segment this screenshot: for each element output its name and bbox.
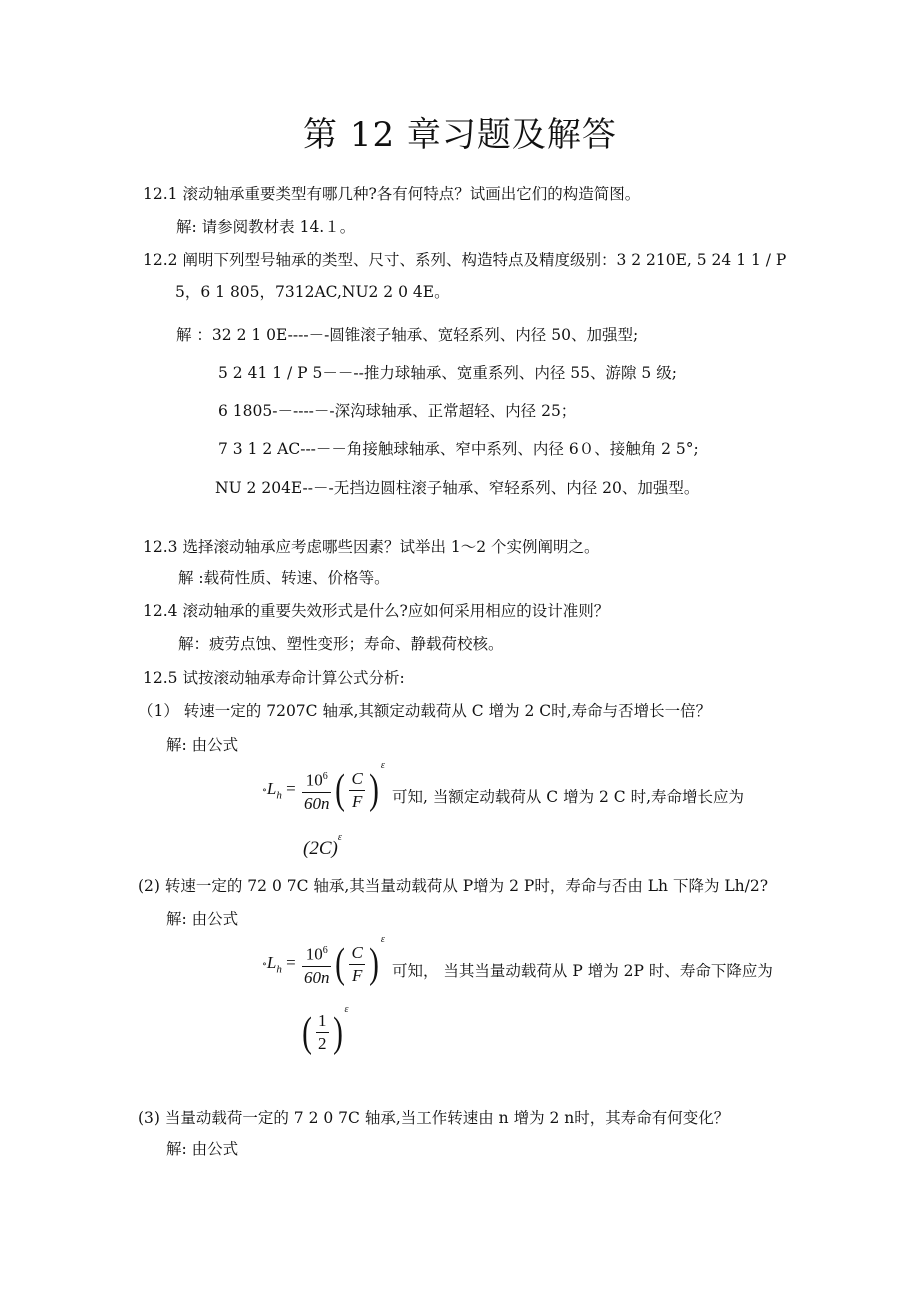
answer-12-2-line3: 6 1805-－----－-深沟球轴承、正常超轻、内径 25；: [218, 402, 577, 420]
answer-12-5-3: 解: 由公式: [166, 1140, 239, 1158]
bullet-dot: ∘: [262, 958, 267, 970]
question-12-3: 12.3 选择滚动轴承应考虑哪些因素？试举出 1～2 个实例阐明之。: [143, 538, 600, 556]
formula-1-explanation: 可知, 当额定动载荷从 C 增为 2 C 时,寿命增长应为: [392, 788, 744, 806]
question-12-2-line2: 5，6 1 805，7312AC,NU2 2 0 4E。: [175, 283, 450, 301]
formula-life-2: $\circ L_h$ = $\frac{10^6}{60n}$ ( $\frac{C}{F}$ )$^\varepsilon$: [262, 934, 385, 988]
formula-2-explanation: 可知， 当其当量动载荷从 P 增为 2P 时、寿命下降应为: [392, 962, 773, 980]
answer-12-1: 解: 请参阅教材表 14.１。: [176, 218, 356, 236]
page-title: 第 12 章习题及解答: [303, 115, 617, 155]
answer-12-2-line1: 解 ：32 2 1 0E----－-圆锥滚子轴承、宽轻系列、内径 50、加强型;: [176, 326, 639, 344]
question-12-5: 12.5 试按滚动轴承寿命计算公式分析:: [143, 669, 405, 687]
formula-life-1: $\circ L_h$ = $\frac{10^6}{60n}$ ( $\frac{C}{F}$ )$^\varepsilon$: [262, 760, 385, 814]
question-12-5-3: (3) 当量动载荷一定的 7 2 0 7C 轴承,当工作转速由 n 增为 2 n时，其寿命有何变化？: [138, 1109, 730, 1127]
question-12-1: 12.1 滚动轴承重要类型有哪几种?各有何特点？试画出它们的构造简图。: [143, 185, 641, 203]
answer-12-2-line4: 7 3 1 2 AC---－－角接触球轴承、窄中系列、内径 6０、接触角 2 5°;: [218, 440, 699, 458]
answer-12-4: 解：疲劳点蚀、塑性变形；寿命、静载荷校核。: [178, 635, 504, 653]
answer-12-3: 解 :载荷性质、转速、价格等。: [178, 569, 390, 587]
answer-12-2-line5: NU 2 204E--－-无挡边圆柱滚子轴承、窄轻系列、内径 20、加强型。: [215, 479, 700, 497]
bullet-dot: ∘: [262, 784, 267, 796]
answer-12-5-1: 解: 由公式: [166, 736, 239, 754]
fraction-c-over-f: $\frac{C}{F}$: [351, 942, 363, 985]
question-12-2-line1: 12.2 阐明下列型号轴承的类型、尺寸、系列、构造特点及精度级别：3 2 210E, 5 24 1 1 / P: [143, 251, 787, 269]
question-12-5-1: （1） 转速一定的 7207C 轴承,其额定动载荷从 C 增为 2 C时,寿命与否增长一倍？: [138, 702, 712, 720]
fraction-10e6-over-60n: $\frac{10^6}{60n}$: [302, 940, 332, 989]
answer-12-5-2: 解: 由公式: [166, 910, 239, 928]
fraction-c-over-f: $\frac{C}{F}$: [351, 768, 363, 811]
question-12-5-2: (2) 转速一定的 72 0 7C 轴承,其当量动载荷从 P增为 2 P时，寿命与否由 Lh 下降为 Lh/2?: [138, 877, 769, 895]
formula-1-result: $(2C)^\varepsilon$: [303, 832, 342, 859]
formula-2-result: ( $\frac{1}{2}$ ) $^\varepsilon$: [302, 1004, 349, 1056]
question-12-4: 12.4 滚动轴承的重要失效形式是什么?应如何采用相应的设计准则？: [143, 602, 610, 620]
fraction-10e6-over-60n: $\frac{10^6}{60n}$: [302, 766, 332, 815]
answer-12-2-line2: 5 2 41 1 / P 5－－--推力球轴承、宽重系列、内径 55、游隙 5 级;: [218, 364, 677, 382]
